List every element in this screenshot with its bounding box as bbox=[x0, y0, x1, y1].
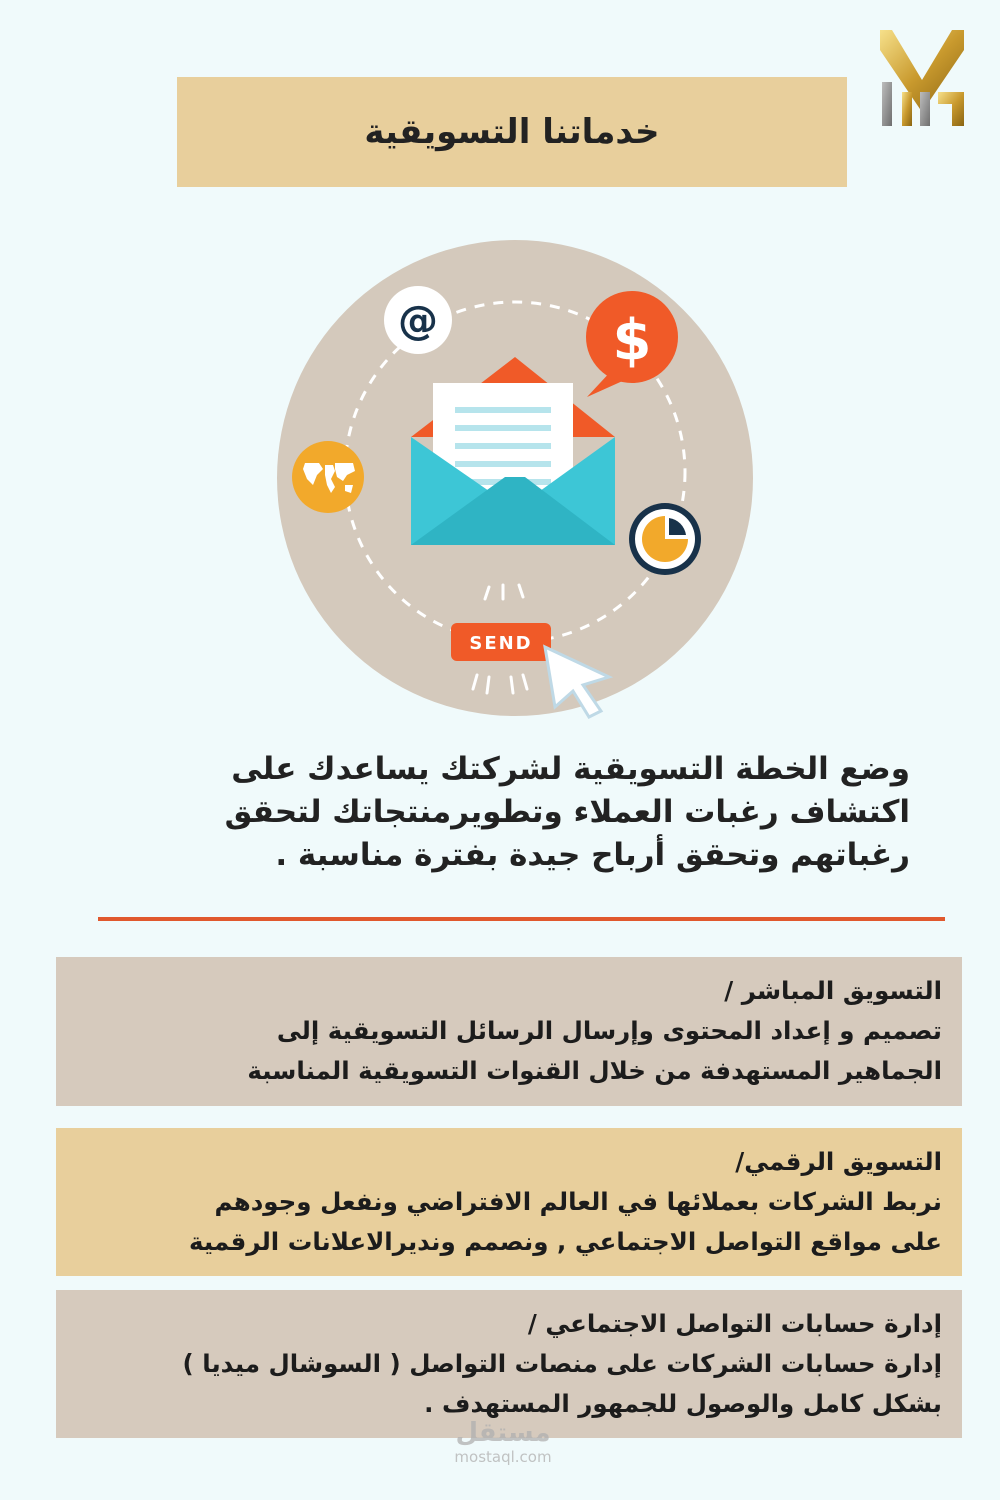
watermark-url: mostaql.com bbox=[454, 1448, 552, 1466]
intro-line: وضع الخطة التسويقية لشركتك يساعدك على bbox=[231, 751, 910, 787]
brand-logo bbox=[872, 20, 972, 130]
service-description-line: إدارة حسابات الشركات على منصات التواصل ( السوشال ميديا ) bbox=[182, 1349, 942, 1378]
service-description-line: تصميم و إعداد المحتوى وإرسال الرسائل التسويقية إلى bbox=[276, 1016, 942, 1045]
service-description-line: على مواقع التواصل الاجتماعي , ونصمم ونديرالاعلانات الرقمية bbox=[189, 1227, 942, 1256]
svg-text:@: @ bbox=[398, 298, 438, 344]
world-map-icon bbox=[292, 441, 364, 513]
title-banner bbox=[177, 77, 847, 187]
intro-paragraph bbox=[110, 748, 910, 877]
email-marketing-illustration bbox=[275, 237, 755, 719]
svg-text:SEND: SEND bbox=[469, 633, 533, 654]
service-card-digital-marketing bbox=[56, 1128, 962, 1276]
service-heading: إدارة حسابات التواصل الاجتماعي / bbox=[527, 1309, 942, 1338]
service-heading: التسويق الرقمي/ bbox=[735, 1147, 942, 1176]
watermark-arabic: مستقل bbox=[455, 1418, 551, 1448]
service-description-line: بشكل كامل والوصول للجمهور المستهدف . bbox=[424, 1389, 942, 1418]
intro-line: اكتشاف رغبات العملاء وتطويرمنتجاتك لتحقق bbox=[224, 794, 910, 830]
send-button-graphic bbox=[451, 623, 551, 661]
page-title: خدماتنا التسويقية bbox=[364, 112, 660, 152]
service-description-line: الجماهير المستهدفة من خلال القنوات التسويقية المناسبة bbox=[247, 1056, 942, 1085]
at-icon bbox=[384, 286, 452, 354]
service-description-line: نربط الشركات بعملائها في العالم الافتراضي ونفعل وجودهم bbox=[214, 1187, 942, 1216]
service-heading: التسويق المباشر / bbox=[724, 976, 942, 1005]
watermark bbox=[438, 1418, 568, 1466]
service-card-social-media-management bbox=[56, 1290, 962, 1438]
section-divider bbox=[98, 917, 945, 921]
pie-chart-icon bbox=[629, 503, 701, 575]
service-card-direct-marketing bbox=[56, 957, 962, 1106]
intro-line: رغباتهم وتحقق أرباح جيدة بفترة مناسبة . bbox=[275, 837, 910, 873]
svg-text:$: $ bbox=[612, 308, 652, 373]
